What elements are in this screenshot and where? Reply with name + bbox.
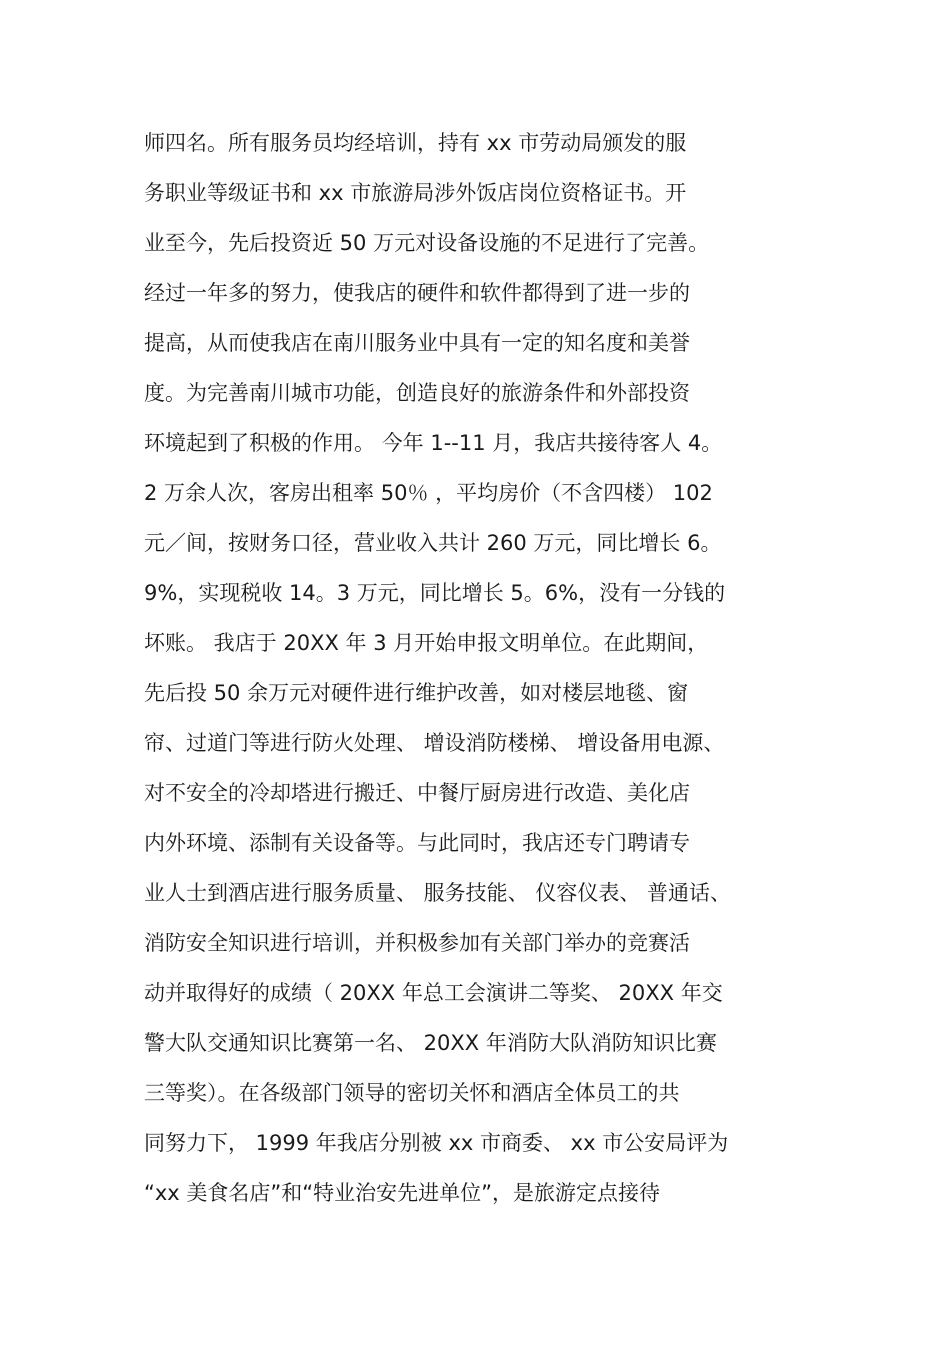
text-line: 警大队交通知识比赛第一名、 20XX 年消防大队消防知识比赛: [144, 1031, 717, 1055]
text-line: 环境起到了积极的作用。 今年 1--11 月，我店共接待客人 4。: [144, 431, 723, 455]
text-line: 同努力下， 1999 年我店分别被 xx 市商委、 xx 市公安局评为: [144, 1131, 729, 1155]
text-line: 务职业等级证书和 xx 市旅游局涉外饭店岗位资格证书。开: [144, 181, 687, 205]
text-line: 坏账。 我店于 20XX 年 3 月开始申报文明单位。在此期间，: [144, 631, 709, 655]
text-line: 先后投 50 余万元对硬件进行维护改善，如对楼层地毯、窗: [144, 681, 689, 705]
text-line: “xx 美食名店”和“特业治安先进单位”，是旅游定点接待: [144, 1181, 661, 1205]
text-line: 消防安全知识进行培训，并积极参加有关部门举办的竞赛活: [144, 931, 690, 955]
text-line: 2 万余人次，客房出租率 50％ ，平均房价（不含四楼） 102: [144, 481, 713, 505]
text-line: 业人士到酒店进行服务质量、 服务技能、 仪容仪表、 普通话、: [144, 881, 732, 905]
text-line: 业至今，先后投资近 50 万元对设备设施的不足进行了完善。: [144, 231, 710, 255]
text-line: 9%，实现税收 14。3 万元，同比增长 5。6%，没有一分钱的: [144, 581, 726, 605]
text-line: 内外环境、添制有关设备等。与此同时，我店还专门聘请专: [144, 831, 690, 855]
text-line: 动并取得好的成绩（ 20XX 年总工会演讲二等奖、 20XX 年交: [144, 981, 723, 1005]
text-line: 度。为完善南川城市功能，创造良好的旅游条件和外部投资: [144, 381, 690, 405]
text-line: 师四名。所有服务员均经培训，持有 xx 市劳动局颁发的服: [144, 131, 687, 155]
text-line: 经过一年多的努力，使我店的硬件和软件都得到了进一步的: [144, 281, 690, 305]
text-line: 对不安全的冷却塔进行搬迁、中餐厅厨房进行改造、美化店: [144, 781, 690, 805]
text-line: 三等奖）。在各级部门领导的密切关怀和酒店全体员工的共: [144, 1081, 680, 1105]
text-line: 帘、过道门等进行防火处理、 增设消防楼梯、 增设备用电源、: [144, 731, 725, 755]
body-text: [144, 118, 844, 1218]
text-line: 提高，从而使我店在南川服务业中具有一定的知名度和美誉: [144, 331, 690, 355]
text-line: 元／间，按财务口径，营业收入共计 260 万元，同比增长 6。: [144, 531, 722, 555]
